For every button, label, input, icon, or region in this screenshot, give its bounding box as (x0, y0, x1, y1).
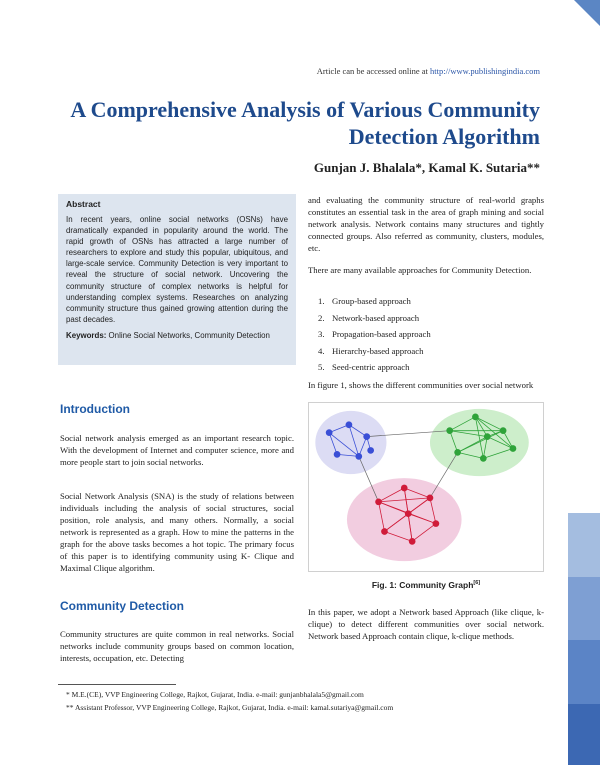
sidebar-block-1 (568, 513, 600, 577)
keywords-text: Online Social Networks, Community Detection (108, 330, 270, 340)
right-paragraph-3: In figure 1, shows the different communities over social network (308, 380, 534, 390)
community-graph-figure (308, 402, 544, 572)
introduction-heading: Introduction (60, 402, 130, 416)
community-blue-node (334, 451, 341, 458)
community-blue-region (315, 411, 386, 474)
introduction-paragraph-1: Social network analysis emerged as an important research topic. With the development of Internet and computer science, more and more people start to join social networks. (60, 433, 294, 467)
list-label: Group-based approach (332, 296, 411, 306)
community-green-node (484, 433, 491, 440)
community-green-node (446, 427, 453, 434)
access-line (317, 66, 540, 76)
figure-caption-text: Fig. 1: Community Graph (371, 580, 474, 590)
community-red-node (401, 485, 408, 492)
keywords (66, 330, 288, 341)
list-item (318, 293, 431, 310)
list-number: 3. (318, 329, 325, 339)
footnote-rule (58, 684, 176, 685)
corner-accent (574, 0, 600, 26)
community-graph (309, 403, 543, 571)
community-blue-node (326, 429, 333, 436)
list-item (318, 326, 431, 343)
list-label: Seed-centric approach (332, 362, 410, 372)
list-number: 1. (318, 296, 325, 306)
list-label: Propagation-based approach (332, 329, 431, 339)
approach-list (318, 293, 431, 376)
right-paragraph-2: There are many available approaches for Community Detection. (308, 265, 532, 275)
community-green-node (454, 449, 461, 456)
right-paragraph-4: In this paper, we adopt a Network based Approach (like clique, k-clique) to detect different communities over social network. Network based Approach contain clique, k-clique methods. (308, 607, 544, 641)
access-prefix: Article can be accessed online at (316, 66, 428, 76)
authors: Gunjan J. Bhalala*, Kamal K. Sutaria** (313, 160, 540, 175)
abstract-box (58, 194, 296, 365)
list-number: 5. (318, 362, 325, 372)
community-green-node (500, 427, 507, 434)
access-link[interactable]: http://www.publishingindia.com (430, 66, 540, 76)
community-blue-node (363, 433, 370, 440)
figure-caption (308, 580, 544, 590)
list-item (318, 359, 431, 376)
community-red-node (381, 528, 388, 535)
keywords-label: Keywords: (66, 330, 107, 340)
list-number: 2. (318, 312, 325, 323)
abstract-heading: Abstract (66, 199, 101, 209)
community-green-node (510, 445, 517, 452)
sidebar-block-4 (568, 704, 600, 765)
footnote-1: * M.E.(CE), VVP Engineering College, Rajkot, Gujarat, India. e-mail: gunjanbhalala5@gmail.com (66, 690, 364, 699)
footnote-2: ** Assistant Professor, VVP Engineering College, Rajkot, Gujarat, India. e-mail: kamal.sutariya@gmail.com (66, 703, 394, 712)
community-green-node (480, 455, 487, 462)
community-detection-heading: Community Detection (60, 599, 185, 613)
figure-reference: [6] (473, 580, 481, 587)
community-blue-node (346, 421, 353, 428)
sidebar-block-2 (568, 577, 600, 640)
abstract-body: In recent years, online social networks (OSNs) have dramatically expanded in popularity around the world. The rapid growth of OSNs has attracted a large number of researchers to explore and study this popular, ubiquitous, and large-scale service. Community Detection is very important to reveal the structure of social network. Uncovering the community structure of complex networks is helpful for understanding complex systems. Researches on analyzing community structure thus gained growing attention during the past decades. (66, 215, 288, 324)
list-label: Network-based approach (332, 312, 420, 323)
community-red-node (409, 538, 416, 545)
community-blue-node (355, 453, 362, 460)
community-red-node (433, 520, 440, 527)
list-item (318, 343, 431, 360)
list-item (318, 310, 431, 327)
list-number: 4. (318, 345, 325, 356)
community-detection-paragraph: Community structures are quite common in real networks. Social networks include community groups based on common location, interests, occupation, etc. Detecting (60, 629, 294, 663)
community-red-node (427, 495, 434, 502)
sidebar-block-3 (568, 640, 600, 704)
introduction-paragraph-2: Social Network Analysis (SNA) is the study of relations between individuals including the analysis of social structures, social position, role analysis, and many others. Normally, a social network is represented as a graph. How to mine the patterns in the graph for the above tasks becomes a hot topic. The primary focus of this paper is to identifying community using K- Clique and Maximal Clique algorithm. (60, 491, 294, 573)
community-green-node (472, 413, 479, 420)
list-label: Hierarchy-based approach (332, 345, 424, 356)
community-red-node (375, 498, 382, 505)
community-red-node (405, 510, 412, 517)
community-blue-node (367, 447, 374, 454)
paper-title: A Comprehensive Analysis of Various Community Detection Algorithm (70, 97, 540, 149)
right-paragraph-1: and evaluating the community structure of real-world graphs constitutes an essential task in the area of graph mining and social network analysis. Network contains many structures and tightly connected groups. Also referred as community, clusters, modules, etc. (308, 195, 544, 253)
